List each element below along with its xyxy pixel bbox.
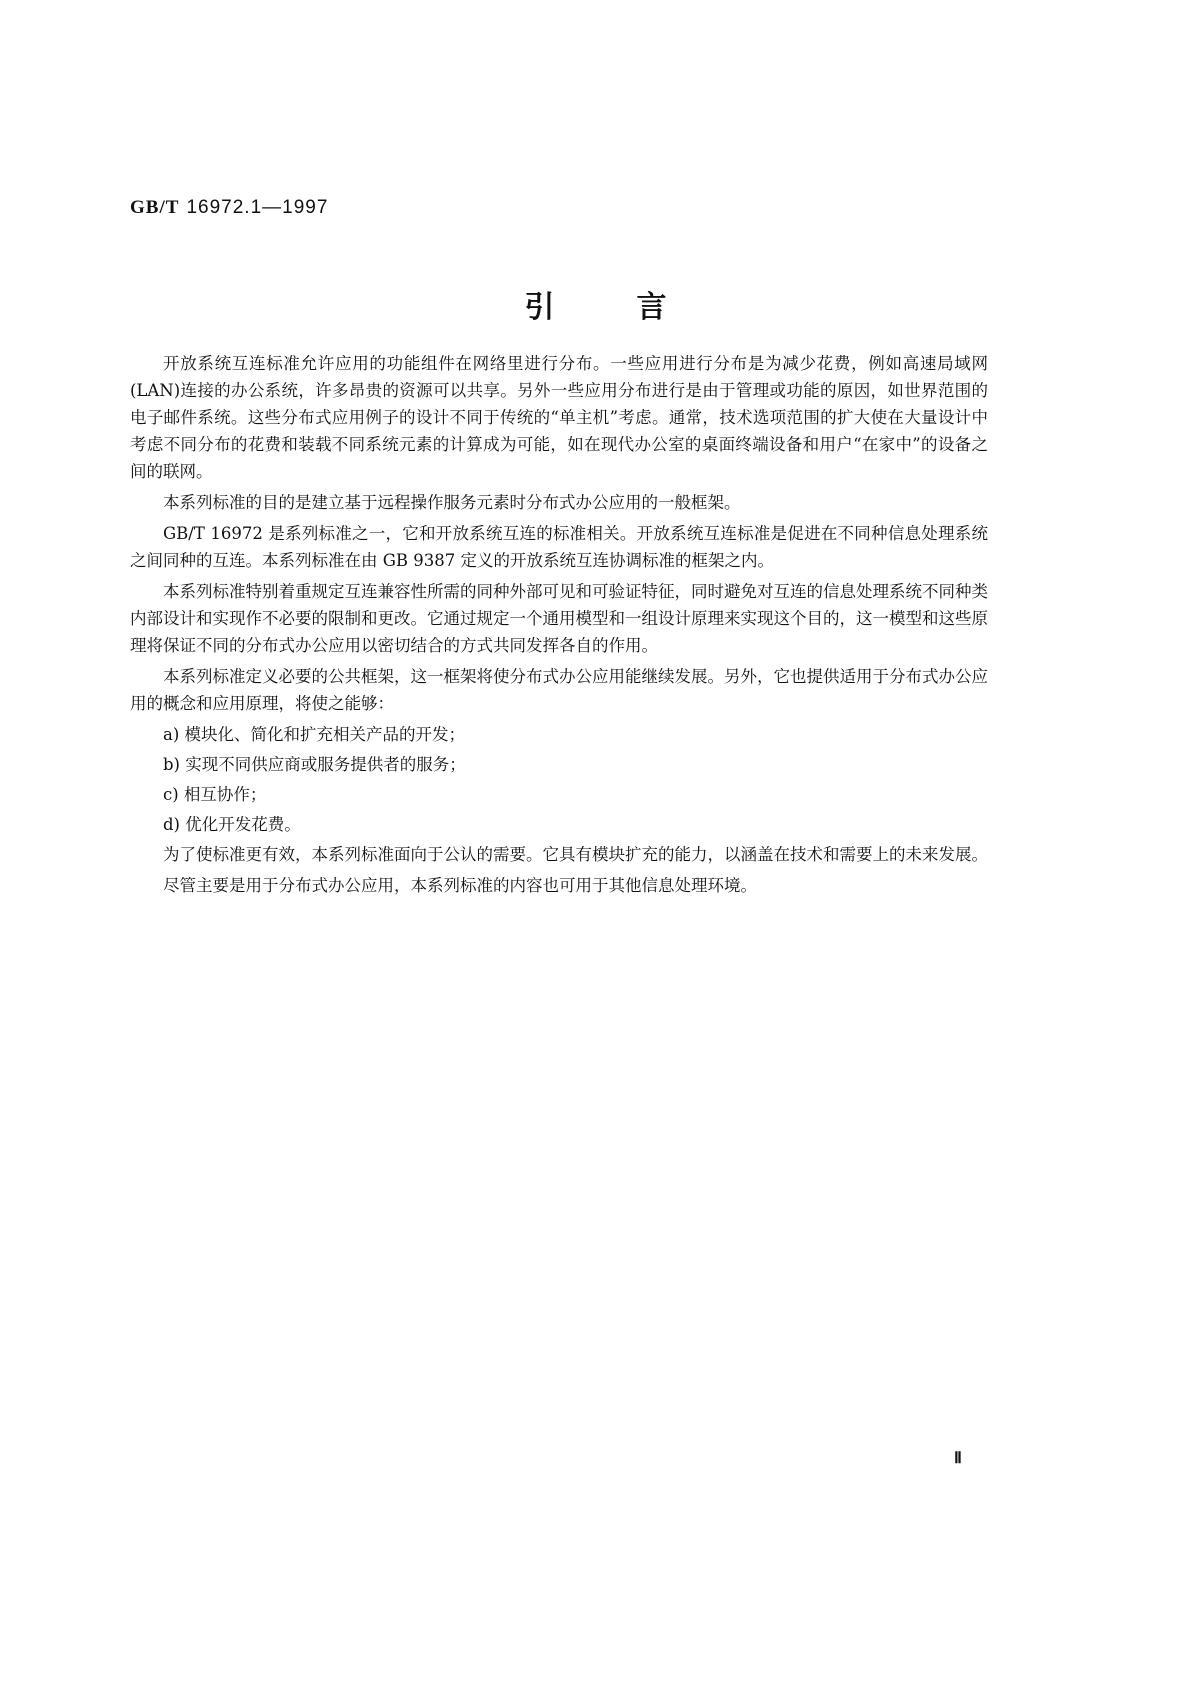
list-item: c) 相互协作； — [163, 785, 267, 804]
list-item: a) 模块化、简化和扩充相关产品的开发； — [163, 725, 466, 744]
standard-number-header — [130, 196, 328, 219]
standard-number: 16972.1—1997 — [186, 197, 329, 218]
paragraph: 本系列标准的目的是建立基于远程操作服务元素时分布式办公应用的一般框架。 — [163, 493, 741, 512]
paragraph: 尽管主要是用于分布式办公应用，本系列标准的内容也可用于其他信息处理环境。 — [163, 876, 757, 895]
paragraph: 开放系统互连标准允许应用的功能组件在网络里进行分布。一些应用进行分布是为减少花费，例如高速局域网(LAN)连接的办公系统，许多昂贵的资源可以共享。另外一些应用分布进行是由于管理或功能的原因，如世界范围的电子邮件系统。这些分布式应用例子的设计不同于传统的“单主机”考虑。通常，技术选项范围的扩大使在大量设计中考虑不同分布的花费和装载不同系统元素的计算成为可能，如在现代办公室的桌面终端设备和用户“在家中”的设备之间的联网。 — [130, 354, 988, 481]
page-number: Ⅱ — [954, 1450, 962, 1467]
standard-prefix: GB/T — [130, 197, 180, 218]
document-body — [130, 350, 988, 903]
page-title: 引言 — [524, 290, 749, 325]
list-item: b) 实现不同供应商或服务提供者的服务； — [163, 755, 466, 774]
paragraph: GB/T 16972 是系列标准之一，它和开放系统互连的标准相关。开放系统互连标准是促进在不同种信息处理系统之间同种的互连。本系列标准在由 GB 9387 定义的开放系统互连协调标准的框架之内。 — [130, 524, 988, 570]
list-item: d) 优化开发花费。 — [163, 815, 301, 834]
paragraph: 本系列标准定义必要的公共框架，这一框架将使分布式办公应用能继续发展。另外，它也提供适用于分布式办公应用的概念和应用原理，将使之能够： — [130, 667, 988, 713]
paragraph: 为了使标准更有效，本系列标准面向于公认的需要。它具有模块扩充的能力，以涵盖在技术和需要上的未来发展。 — [163, 845, 988, 864]
paragraph: 本系列标准特别着重规定互连兼容性所需的同种外部可见和可验证特征，同时避免对互连的信息处理系统不同种类内部设计和实现作不必要的限制和更改。它通过规定一个通用模型和一组设计原理来实现这个目的，这一模型和这些原理将保证不同的分布式办公应用以密切结合的方式共同发挥各自的作用。 — [130, 582, 988, 655]
